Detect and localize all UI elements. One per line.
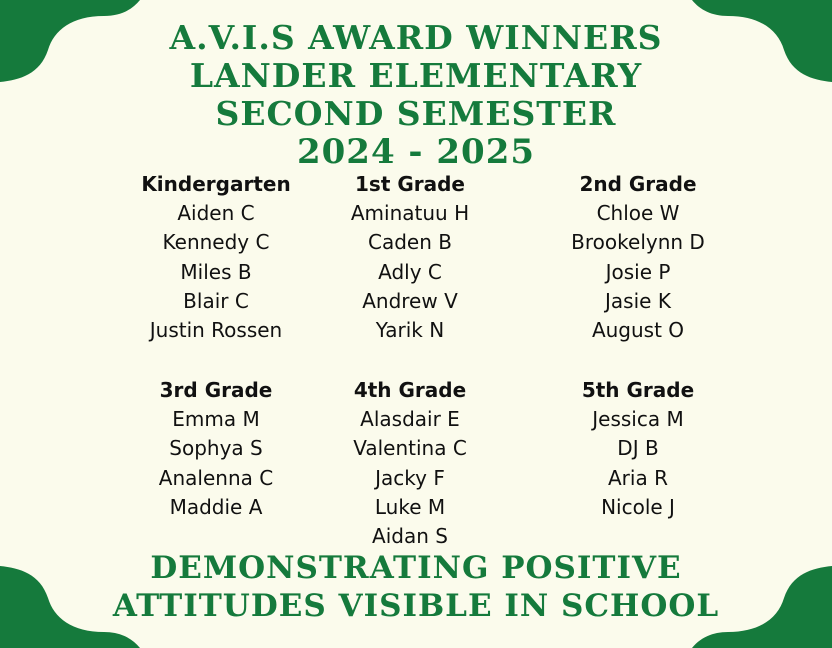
student-name: Justin Rossen xyxy=(149,318,283,343)
student-name: Emma M xyxy=(172,407,260,431)
student-name: Caden B xyxy=(368,230,452,255)
student-name: Aminatuu H xyxy=(350,201,470,225)
student-name: Analenna C xyxy=(158,465,274,490)
student-name: DJ B xyxy=(617,436,659,461)
student-name: Kennedy C xyxy=(162,230,270,255)
student-name: Jacky F xyxy=(375,465,445,490)
grade-column-2nd xyxy=(518,170,758,345)
student-name: Blair C xyxy=(183,288,249,313)
footer-line-2: ATTITUDES VISIBLE IN SCHOOL xyxy=(112,588,720,624)
student-name: Luke M xyxy=(374,494,446,519)
grade-heading: 2nd Grade xyxy=(579,172,697,196)
grade-column-4th xyxy=(290,376,530,551)
grade-heading: 5th Grade xyxy=(581,378,695,402)
student-name: Adly C xyxy=(378,259,442,284)
grade-heading: 3rd Grade xyxy=(159,378,273,402)
student-name: Aria R xyxy=(608,465,668,490)
student-name: Chloe W xyxy=(596,201,680,225)
student-name: Miles B xyxy=(180,259,252,284)
title-line-2: LANDER ELEMENTARY xyxy=(189,56,643,95)
student-name: Jessica M xyxy=(592,407,684,431)
student-name: Maddie A xyxy=(169,494,263,519)
student-name: August O xyxy=(591,318,685,343)
student-name: Andrew V xyxy=(362,288,458,313)
grade-heading: 4th Grade xyxy=(353,378,467,402)
title-line-3: SECOND SEMESTER xyxy=(215,94,617,133)
student-name: Brookelynn D xyxy=(571,230,705,255)
student-name: Valentina C xyxy=(353,436,467,461)
grade-column-1st xyxy=(290,170,530,345)
student-name: Aidan S xyxy=(372,524,448,549)
grade-column-5th xyxy=(518,376,758,522)
grade-heading: 1st Grade xyxy=(355,172,465,196)
grade-heading: Kindergarten xyxy=(141,172,291,196)
student-name: Josie P xyxy=(605,259,671,284)
student-name: Nicole J xyxy=(601,494,675,519)
title-line-1: A.V.I.S AWARD WINNERS xyxy=(169,18,663,57)
footer-line-1: DEMONSTRATING POSITIVE xyxy=(150,550,682,586)
student-name: Alasdair E xyxy=(360,407,460,431)
student-name: Sophya S xyxy=(169,436,263,461)
title-line-4: 2024 - 2025 xyxy=(296,132,536,172)
student-name: Aiden C xyxy=(177,201,255,225)
student-name: Jasie K xyxy=(605,288,671,313)
student-name: Yarik N xyxy=(375,318,445,343)
